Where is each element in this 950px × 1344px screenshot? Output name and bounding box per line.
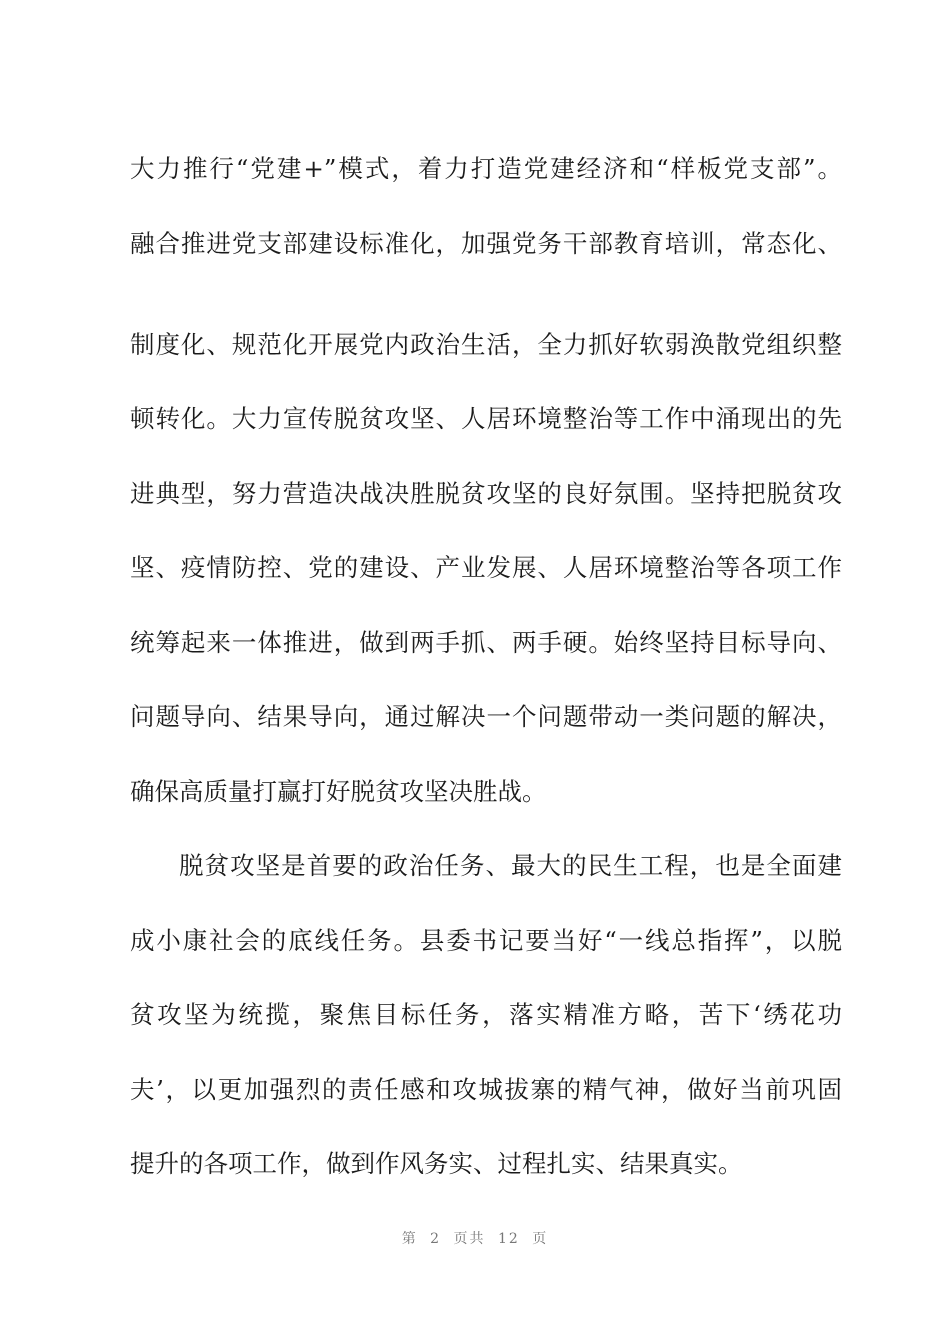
text-line: 制度化、规范化开展党内政治生活，全力抓好软弱涣散党组织整 [130,330,842,359]
text-line: 脱贫攻坚是首要的政治任务、最大的民生工程，也是全面建 [179,851,842,880]
text-line: 坚、疫情防控、党的建设、产业发展、人居环境整治等各项工作 [130,553,842,582]
page-number-footer: 第 2 页共 12 页 [401,1231,549,1247]
text-line: 顿转化。大力宣传脱贫攻坚、人居环境整治等工作中涌现出的先 [130,404,842,433]
text-line: 大力推行“党建+”模式，着力打造党建经济和“样板党支部”。 [130,154,842,183]
text-line: 成小康社会的底线任务。县委书记要当好“一线总指挥”，以脱 [130,926,842,955]
text-line: 确保高质量打赢打好脱贫攻坚决胜战。 [130,777,547,806]
text-line: 贫攻坚为统揽，聚焦目标任务，落实精准方略，苦下‘绣花功 [130,1000,842,1029]
text-line: 夫’，以更加强烈的责任感和攻城拔寨的精气神，做好当前巩固 [130,1075,842,1104]
text-line: 融合推进党支部建设标准化，加强党务干部教育培训，常态化、 [130,229,842,258]
text-line: 统筹起来一体推进，做到两手抓、两手硬。始终坚持目标导向、 [130,628,842,657]
text-line: 问题导向、结果导向，通过解决一个问题带动一类问题的解决， [130,702,842,731]
text-line: 进典型，努力营造决战决胜脱贫攻坚的良好氛围。坚持把脱贫攻 [130,479,842,508]
text-line: 提升的各项工作，做到作风务实、过程扎实、结果真实。 [130,1149,743,1178]
